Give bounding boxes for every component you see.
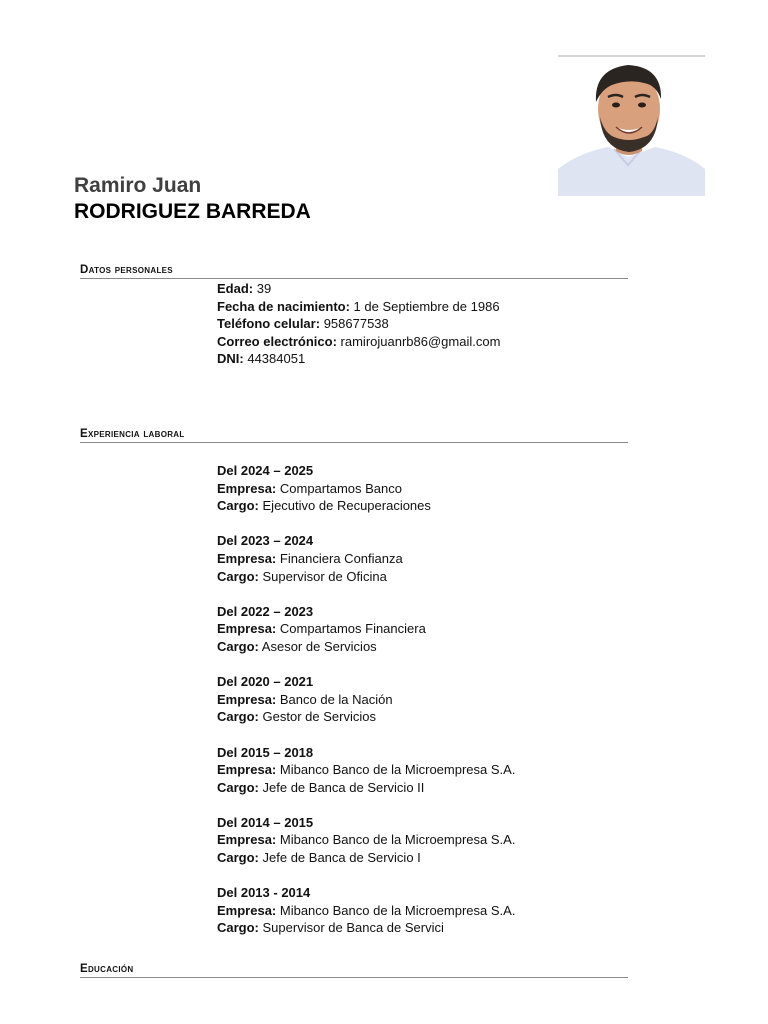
field-value: 39 — [256, 281, 272, 296]
job-period: Del 2020 – 2021 — [217, 674, 314, 690]
job-role: Jefe de Banca de Servicio I — [262, 850, 421, 866]
role-label: Cargo: — [217, 920, 259, 936]
personal-field-email — [217, 333, 500, 351]
job-period: Del 2022 – 2023 — [217, 603, 314, 619]
field-label: Fecha de nacimiento: — [217, 298, 350, 314]
job-entry — [217, 462, 515, 515]
field-label: DNI: — [217, 351, 244, 367]
company-label: Empresa: — [217, 762, 277, 778]
field-value: 44384051 — [247, 351, 306, 367]
job-period: Del 2023 – 2024 — [217, 533, 314, 549]
personal-data — [217, 280, 500, 368]
job-entry — [217, 814, 515, 867]
personal-field-birthdate — [217, 298, 500, 316]
job-company: Financiera Confianza — [279, 550, 403, 566]
job-period: Del 2015 – 2018 — [217, 744, 314, 760]
job-role: Asesor de Servicios — [261, 638, 377, 654]
personal-field-age — [217, 280, 500, 298]
job-role: Supervisor de Banca de Servici — [262, 920, 444, 936]
field-value: ramirojuanrb86@gmail.com — [340, 333, 501, 349]
company-label: Empresa: — [217, 550, 277, 566]
job-role: Supervisor de Oficina — [262, 568, 387, 584]
portrait-photo — [558, 57, 705, 196]
company-label: Empresa: — [217, 621, 277, 637]
job-entry — [217, 603, 515, 656]
role-label: Cargo: — [217, 638, 259, 654]
job-company: Mibanco Banco de la Microempresa S.A. — [279, 902, 516, 918]
last-name: RODRIGUEZ BARREDA — [74, 200, 311, 223]
job-company: Compartamos Banco — [279, 480, 402, 496]
experience-list — [217, 462, 515, 937]
company-label: Empresa: — [217, 832, 277, 848]
company-label: Empresa: — [217, 480, 277, 496]
job-entry — [217, 884, 515, 937]
role-label: Cargo: — [217, 850, 259, 866]
job-period: Del 2014 – 2015 — [217, 814, 314, 830]
field-label: Teléfono celular: — [217, 316, 321, 332]
personal-field-phone — [217, 315, 500, 333]
job-company: Compartamos Financiera — [279, 621, 426, 637]
job-role: Gestor de Servicios — [262, 709, 376, 725]
section-title-experience: Experiencia laboral — [80, 427, 628, 443]
role-label: Cargo: — [217, 709, 259, 725]
job-role: Jefe de Banca de Servicio II — [262, 779, 425, 795]
field-label: Correo electrónico: — [217, 333, 337, 349]
role-label: Cargo: — [217, 779, 259, 795]
job-company: Mibanco Banco de la Microempresa S.A. — [279, 762, 516, 778]
role-label: Cargo: — [217, 568, 259, 584]
first-name: Ramiro Juan — [74, 174, 202, 197]
personal-field-dni — [217, 350, 500, 368]
job-entry — [217, 532, 515, 585]
role-label: Cargo: — [217, 498, 259, 514]
profile-photo — [558, 55, 705, 196]
job-company: Mibanco Banco de la Microempresa S.A. — [279, 832, 516, 848]
company-label: Empresa: — [217, 902, 277, 918]
field-value: 1 de Septiembre de 1986 — [353, 298, 500, 314]
section-title-personal: Datos personales — [80, 263, 628, 279]
job-role: Ejecutivo de Recuperaciones — [262, 498, 431, 514]
job-entry — [217, 673, 515, 726]
job-company: Banco de la Nación — [279, 691, 393, 707]
field-label: Edad: — [217, 281, 254, 296]
section-title-education: Educación — [80, 962, 628, 978]
field-value: 958677538 — [323, 316, 389, 332]
job-period: Del 2024 – 2025 — [217, 463, 314, 478]
company-label: Empresa: — [217, 691, 277, 707]
job-entry — [217, 744, 515, 797]
job-period: Del 2013 - 2014 — [217, 885, 311, 901]
